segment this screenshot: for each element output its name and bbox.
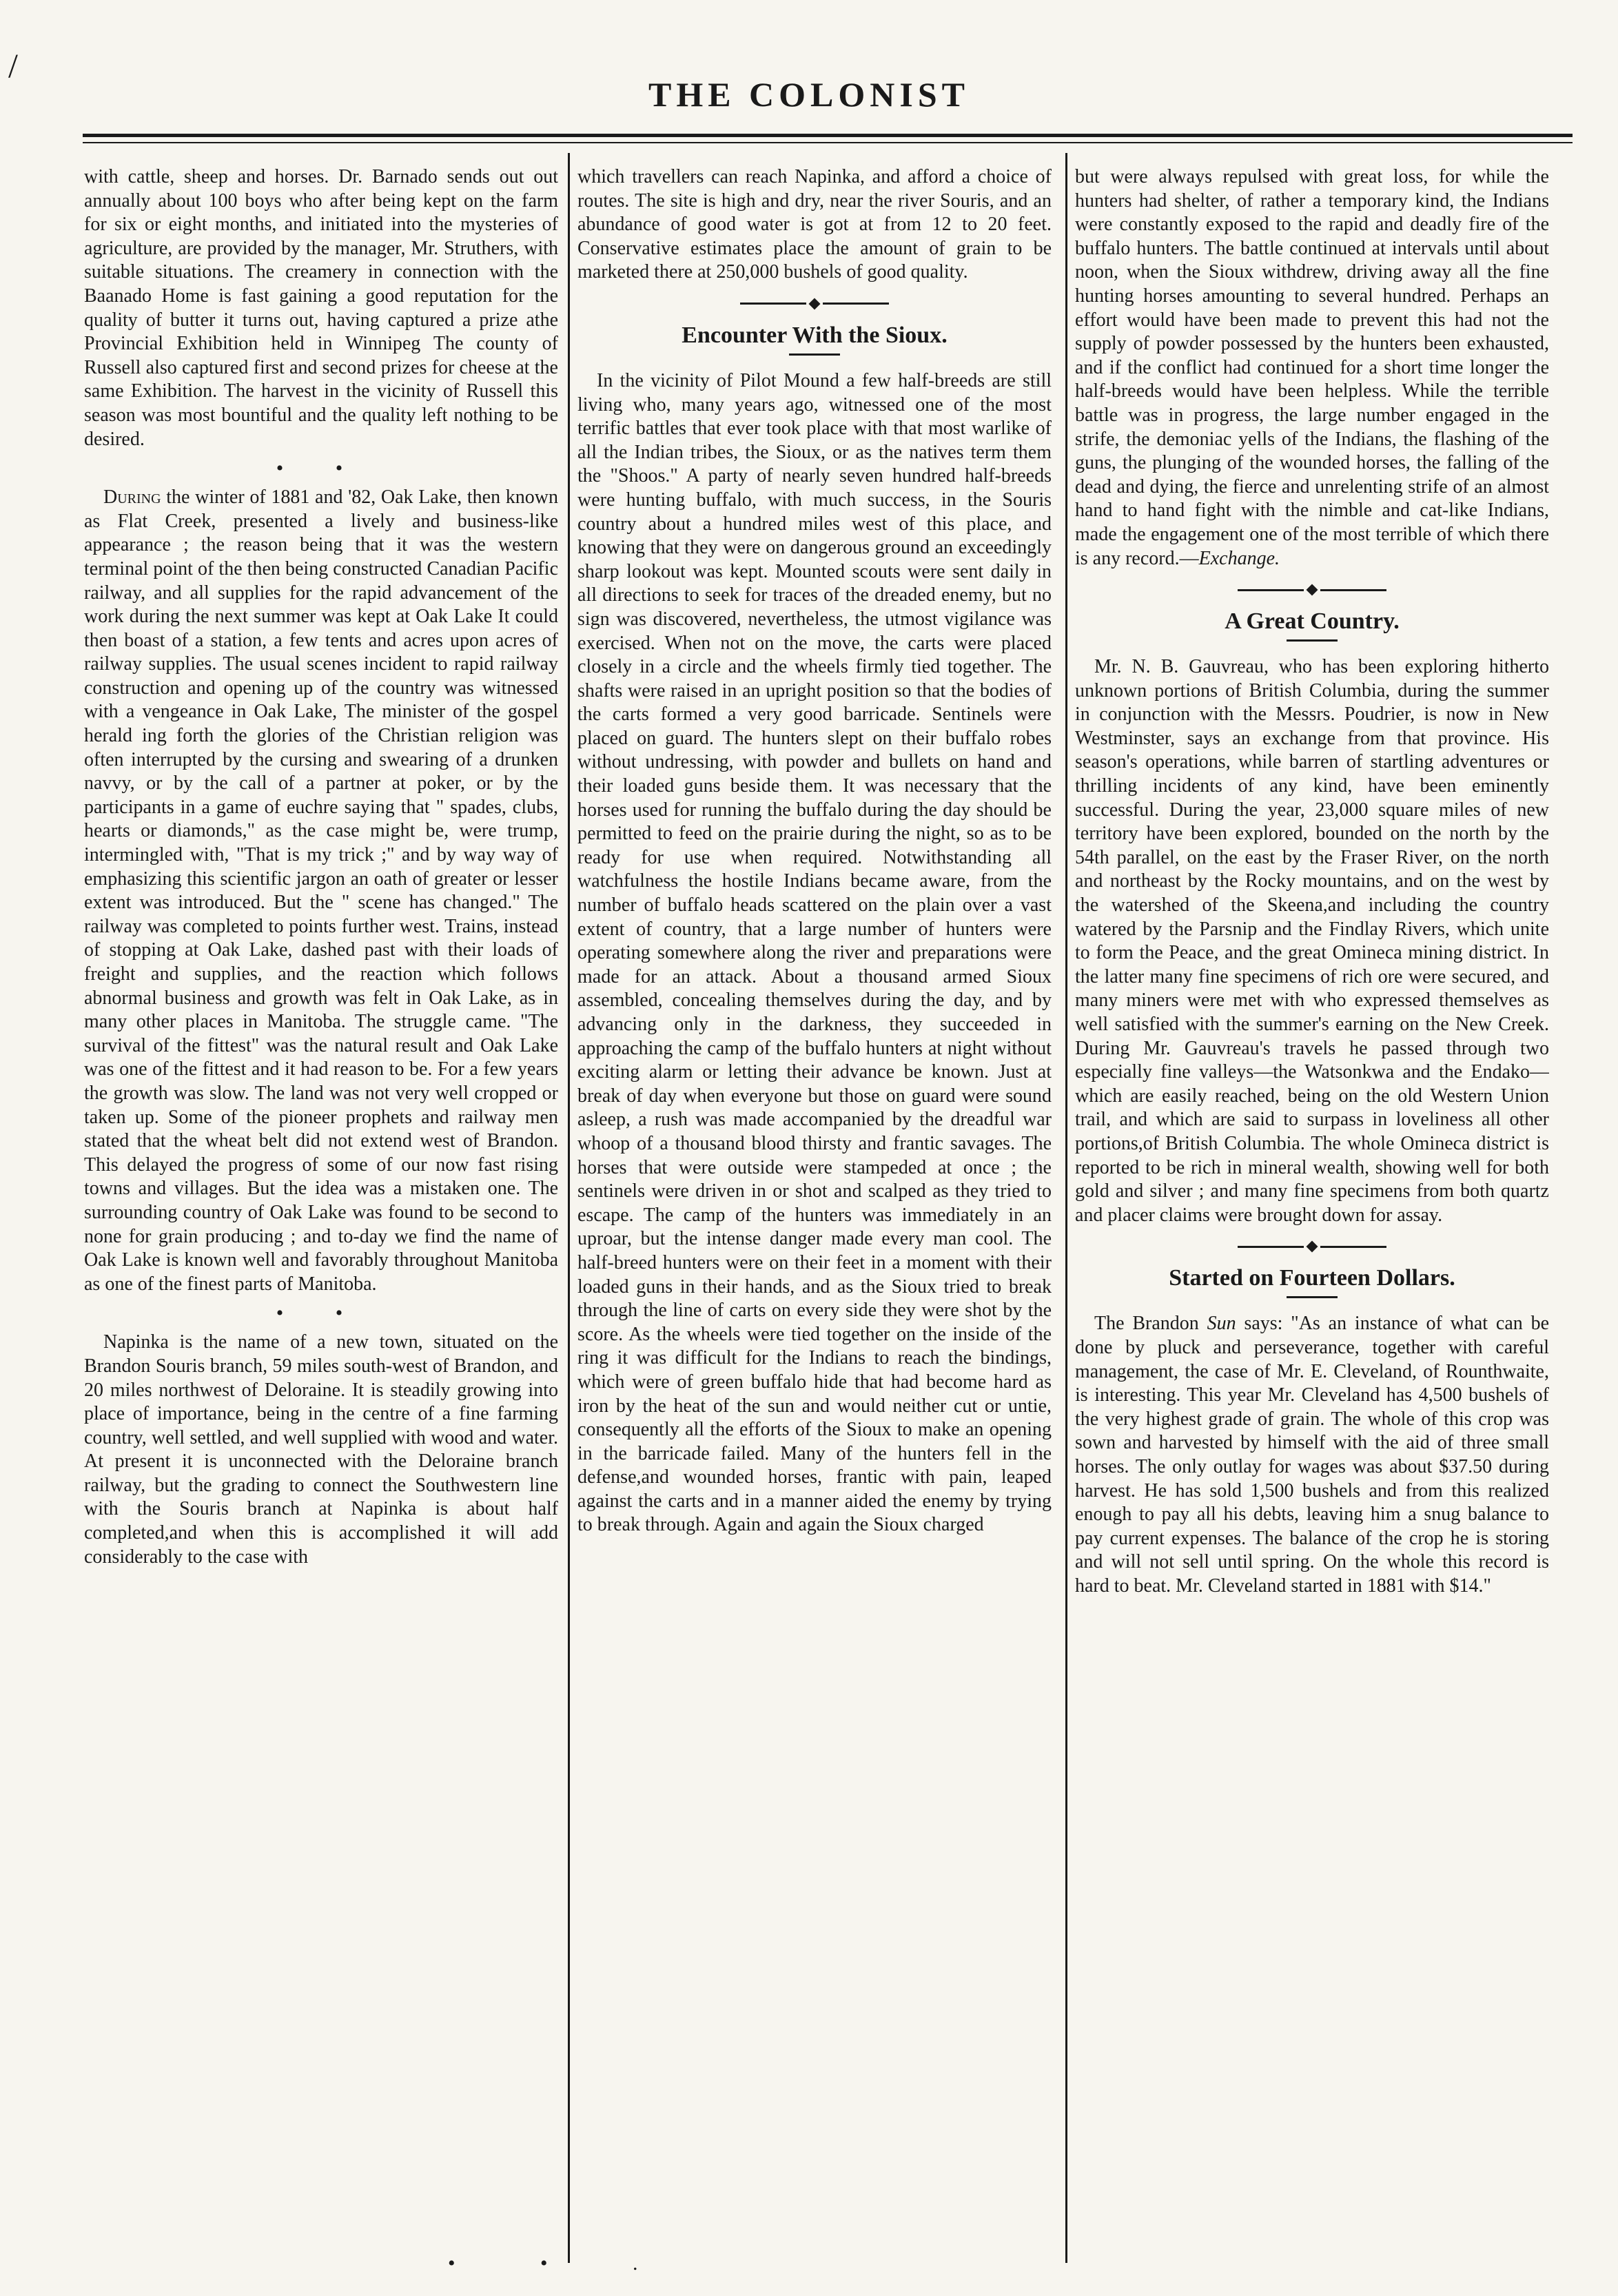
masthead-rule-thick	[83, 134, 1573, 137]
section-ornament: • •	[276, 457, 367, 480]
column-3	[1075, 165, 1549, 2246]
paragraph-text: says: "As an instance of what can be done by pluck and perseverance, together with careful management, the case of Mr. E. Cleveland, of Rounthwaite, is interesting. This year Mr. Cleveland has 4,500 bushels of the very highest grade of grain. The whole of this crop was sown and harvested by himself with the aid of three small horses. The only outlay for wages was about $37.50 during harvest. He has sold 1,500 bushels and from this realized enough to pay all his debts, leaving him a snug balance to pay current expenses. The balance of the crop he is storing and will not sell until spring. On the whole this record is hard to beat. Mr. Cleveland started in 1881 with $14."	[1075, 1313, 1549, 1597]
headline-great-country: A Great Country.	[1225, 608, 1400, 635]
column-1	[84, 165, 558, 2246]
separator-ornament	[577, 300, 1052, 308]
paragraph-text: the winter of 1881 and '82, Oak Lake, then known as Flat Creek, presented a lively and business-like appearance ; the reason being that it was the western terminal point of the then being constructed Canadian Pacific railway, and all supplies for the rapid advancement of the work during the next summer was kept at Oak Lake It could then boast of a station, a few tents and acres upon acres of railway supplies. The usual scenes incident to rapid railway construction and opening up of the country was witnessed with a vengeance in Oak Lake, The minister of the gospel herald ing forth the glories of the Christian religion was often interrupted by the cursing and swearing of a drunken navvy, or by the call of a partner at poker, or by the participants in a game of euchre saying that " spades, clubs, hearts or diamonds," as the case might be, were trump, intermingled with, "That is my trick ;" and by way way of emphasizing this scientific jargon an oath of greater or lesser extent was introduced. But the " scene has changed." The railway was completed to points further west. Trains, instead of stopping at Oak Lake, dashed past with their loads of freight and supplies, and the reaction which follows abnormal business and growth was felt in Oak Lake, as in many other places in Manitoba. The struggle came. "The survival of the fittest" was the natural result and Oak Lake was one of the fittest and it had reason to be. For a few years the growth was slow. The land was not very well cropped or taken up. Some of the pioneer prophets and railway men stated that the wheat belt did not extend west of Brandon. This delayed the progress of some of our now fast rising towns and villages. But the idea was a mistaken one. The surrounding country of Oak Lake was found to be second to none for grain producing ; and to-day we find the name of Oak Lake is known well and favorably throughout Manitoba as one of the finest parts of Manitoba.	[84, 486, 558, 1295]
headline-rule	[1287, 639, 1338, 642]
article-paragraph	[1075, 165, 1549, 571]
small-caps-lead: During	[103, 486, 161, 509]
masthead: THE COLONIST	[648, 75, 970, 114]
article-paragraph: which travellers can reach Napinka, and afford a choice of routes. The site is high and dry, near the river Souris, and an abundance of good water is got at from 12 to 20 feet. Conservative estimates place the amount of grain to be marketed there at 250,000 bushels of good quality.	[577, 166, 1052, 283]
article-paragraph: with cattle, sheep and horses. Dr. Barnado sends out out annually about 100 boys who after being kept on the farm for six or eight months, and initiated into the mysteries of agriculture, are provided by the manager, Mr. Struthers, with suitable situations. The creamery in connection with the Baanado Home is fast gaining a good reputation for the quality of butter it turns out, having captured a prize athe Provincial Exhibition held in Winnipeg The county of Russell also captured first and second prizes for cheese at the same Exhibition. The harvest in the vicinity of Russell this season was most bountiful and the quality left nothing to be desired.	[84, 166, 558, 450]
section-ornament: • •	[276, 1302, 367, 1325]
headline-rule	[789, 353, 840, 356]
column-divider	[568, 153, 570, 2263]
newspaper-name: Sun	[1207, 1313, 1236, 1335]
article-paragraph: In the vicinity of Pilot Mound a few half-breeds are still living who, many years ago, witnessed one of the most terrific battles that ever took place with that most warlike of all the Indian tribes, the Sioux, or as the natives term them the "Shoos." A party of nearly seven hundred half-breeds were hunting buffalo, with much success, in the Souris country about a hundred miles west of this place, and knowing that they were on dangerous ground an exceedingly sharp lookout was kept. Mounted scouts were sent daily in all directions to seek for traces of the dreaded enemy, but no sign was discovered, nevertheless, the utmost vigilance was exercised. When not on the move, the carts were placed closely in a circle and the wheels firmly tied together. The shafts were raised in an upright position so that the bodies of the carts formed a very good barricade. Sentinels were placed on guard. The hunters slept on their buffalo robes without undressing, with powder and bullets on hand and their loaded guns beside them. It was necessary that the horses used for running the buffalo during the day should be permitted to feed on the prairie during the night, so as to be ready for use when required. Notwithstanding all watchfulness the hostile Indians became aware, from the number of buffalo heads scattered on the plain over a vast extent of country, that a large number of hunters were operating somewhere along the river and preparations were made for an attack. About a thousand armed Sioux assembled, concealing themselves during the day, and by advancing only in the darkness, they succeeded in approaching the camp of the buffalo hunters at night without exciting alarm or letting their advance be known. Just at break of day when everyone but those on guard were sound asleep, a rush was made accompanied by the dreadful war whoop of a thousand blood thirsty and frantic savages. The horses that were outside were stampeded at once ; the sentinels were driven in or shot and scalped as they tried to escape. The camp of the hunters was immediately in an uproar, but the intense danger made every man cool. The half-breed hunters were on their feet in a moment with their loaded guns in their hands, and as the Sioux tried to break through the line of carts on every side they were shot by the score. As the wheels were tied together on the inside of the ring it was difficult for the Indians to reach the bindings, which were of green buffalo hide that had become hard as iron by the heat of the sun and would neither cut or untie, consequently all the efforts of the Sioux to make an opening in the barricade failed. Many of the hunters fell in the defense,and wounded horses, frantic with pain, leaped against the carts and in a manner aided the enemy by trying to break through. Again and again the Sioux charged	[577, 369, 1052, 1536]
headline-fourteen-dollars: Started on Fourteen Dollars.	[1169, 1265, 1455, 1291]
corner-mark: /	[8, 46, 18, 85]
masthead-rule-thin	[83, 142, 1573, 143]
headline-rule	[1287, 1296, 1338, 1298]
paragraph-text: The Brandon	[1094, 1313, 1207, 1335]
article-paragraph: Napinka is the name of a new town, situated on the Brandon Souris branch, 59 miles south-west of Brandon, and 20 miles northwest of Deloraine. It is steadily growing into place of importance, being in the centre of a fine farming country, well settled, and well supplied with wood and water. At present it is unconnected with the Deloraine branch railway, but the grading to connect the Southwestern line with the Souris branch at Napinka is about half completed,and when this is accomplished it will add considerably to the case with	[84, 1331, 558, 1568]
footer-specks: • • .	[448, 2252, 678, 2275]
column-divider	[1065, 153, 1067, 2263]
column-2	[577, 165, 1052, 2246]
separator-ornament	[1075, 1242, 1549, 1251]
article-paragraph	[84, 486, 558, 1296]
headline-encounter: Encounter With the Sioux.	[682, 322, 948, 348]
article-paragraph	[1075, 1312, 1549, 1598]
paragraph-text: but were always repulsed with great loss, for while the hunters had shelter, of rather a temporary kind, the Indians were constantly exposed to the rapid and deadly fire of the buffalo hunters. The battle continued at intervals until about noon, when the Sioux withdrew, driving away all the fine hunting horses amounting to several hundred. Perhaps an effort would have been made to prevent this had not the supply of powder possessed by the hunters been exhausted, and if the conflict had continued for a short time longer the half-breeds would have been helpless. While the terrible battle was in progress, the large number engaged in the strife, the demoniac yells of the Indians, the flashing of the guns, the plunging of the wounded horses, the falling of the dead and dying, the fierce and unrelenting strife of an almost hand to hand fight with the nimble and cat-like Indians, made the engagement one of the most terrible of which there is any record.—	[1075, 166, 1549, 569]
article-paragraph: Mr. N. B. Gauvreau, who has been exploring hitherto unknown portions of British Columbia, during the summer in conjunction with the Messrs. Poudrier, is now in New Westminster, says an exchange from that province. His season's operations, while barren of startling adventures or thrilling incidents of any kind, have been eminently successful. During the year, 23,000 square miles of new territory have been explored, bounded on the north by the 54th parallel, on the east by the Fraser River, on the north and northeast by the Rocky mountains, and on the west by the watershed of the Skeena,and including the country watered by the Parsnip and the Findlay Rivers, which unite to form the Peace, and the great Omineca mining district. In the latter many fine specimens of rich ore were secured, and many miners were met with who expressed themselves as well satisfied with the summer's earning on the New Creek. During Mr. Gauvreau's travels he passed through two especially fine valleys—the Watsonkwa and the Endako—which are easily reached, being on the old Western Union trail, and which are said to surpass in loveliness all other portions,of British Columbia. The whole Omineca district is reported to be rich in mineral wealth, showing well for both gold and silver ; and many fine specimens from both quartz and placer claims were brought down for assay.	[1075, 656, 1549, 1226]
source-credit: Exchange.	[1198, 547, 1280, 569]
separator-ornament	[1075, 586, 1549, 594]
